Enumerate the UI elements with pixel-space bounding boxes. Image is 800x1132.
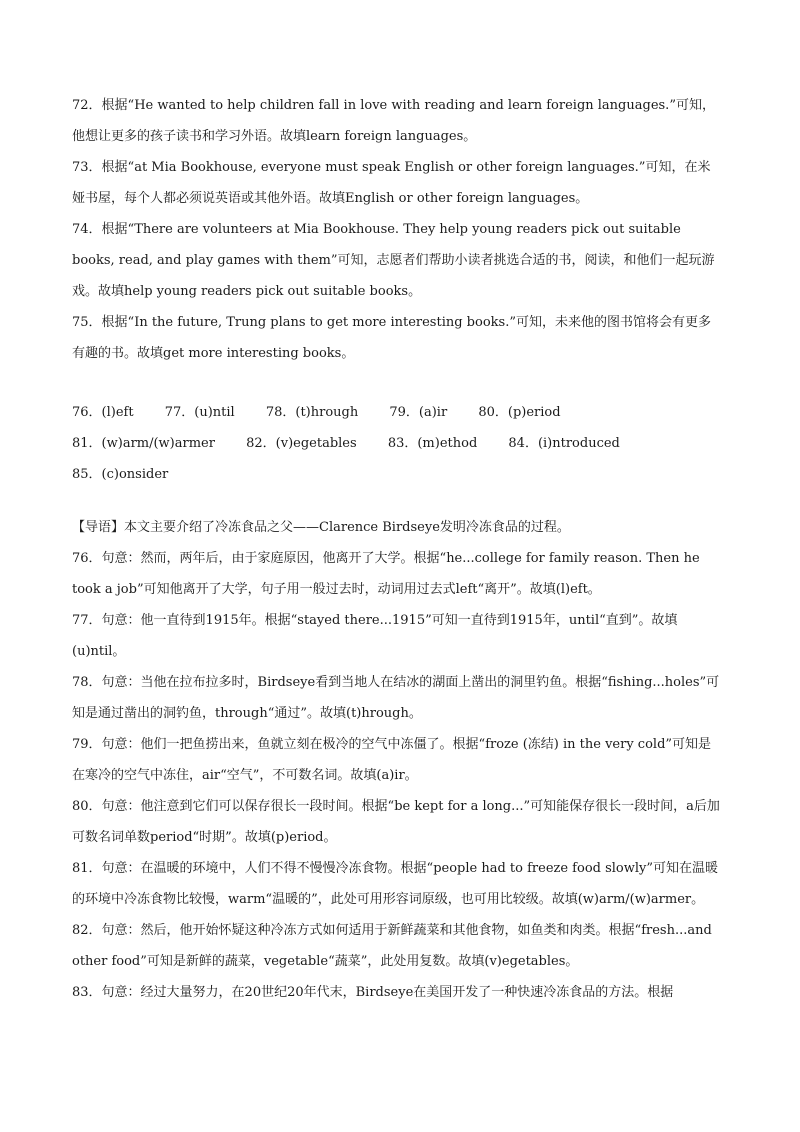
explanation-75: 75．根据“In the future, Trung plans to get more interesting books.”可知，未来他的图书馆将会有更多有趣的书。故填get more interesting books。	[72, 315, 711, 361]
answer-84: 84．(i)ntroduced	[508, 436, 620, 451]
explanation-81: 81．句意：在温暖的环境中，人们不得不慢慢冷冻食物。根据“people had to freeze food slowly”可知在温暖的环境中冷冻食物比较慢，warm“温暖的”，此处可用形容词原级，也可用比较级。故填(w)arm/(w)armer。	[72, 861, 719, 907]
answer-85: 85．(c)onsider	[72, 467, 169, 482]
explanation-80: 80．句意：他注意到它们可以保存很长一段时间。根据“be kept for a long...”可知能保存很长一段时间，a后加可数名词单数period“时期”。故填(p)eriod。	[72, 799, 720, 845]
answer-80: 80．(p)eriod	[478, 405, 561, 420]
explanation-74: 74．根据“There are volunteers at Mia Bookhouse. They help young readers pick out suitable books, read, and play games with them”可知，志愿者们帮助小读者挑选合适的书，阅读，和他们一起玩游戏。故填help young readers pick out suitable books。	[72, 222, 715, 299]
answer-82: 82．(v)egetables	[246, 436, 357, 451]
guide-intro: 【导语】本文主要介绍了冷冻食品之父——Clarence Birdseye发明冷冻食品的过程。	[72, 520, 570, 535]
answer-83: 83．(m)ethod	[387, 436, 478, 451]
explanation-77: 77．句意：他一直待到1915年。根据“stayed there...1915”可知一直待到1915年，until“直到”。故填(u)ntil。	[72, 613, 678, 659]
explanation-76: 76．句意：然而，两年后，由于家庭原因，他离开了大学。根据“he...college for family reason. Then he took a job”可知他离开了大学，句子用一般过去时，动词用过去式left“离开”。故填(l)eft。	[72, 551, 700, 597]
explanation-78: 78．句意：当他在拉布拉多时，Birdseye看到当地人在结冰的湖面上凿出的洞里钓鱼。根据“fishing...holes”可知是通过凿出的洞钓鱼，through“通过”。故填(t)hrough。	[72, 675, 720, 721]
explanation-79: 79．句意：他们一把鱼捞出来，鱼就立刻在极冷的空气中冻僵了。根据“froze (冻结) in the very cold”可知是在寒冷的空气中冻住，air“空气”，不可数名词。故填(a)ir。	[72, 737, 712, 783]
answer-document	[72, 90, 722, 1008]
answer-77: 77．(u)ntil	[164, 405, 235, 420]
explanation-82: 82．句意：然后，他开始怀疑这种冷冻方式如何适用于新鲜蔬菜和其他食物，如鱼类和肉类。根据“fresh...and other food”可知是新鲜的蔬菜，vegetable“蔬菜”，此处用复数。故填(v)egetables。	[72, 923, 712, 969]
answer-79: 79．(a)ir	[389, 405, 448, 420]
answer-78: 78．(t)hrough	[265, 405, 359, 420]
answer-81: 81．(w)arm/(w)armer	[72, 436, 215, 451]
answer-76: 76．(l)eft	[72, 405, 134, 420]
answer-key	[72, 397, 722, 490]
explanation-83: 83．句意：经过大量努力，在20世纪20年代末，Birdseye在美国开发了一种快速冷冻食品的方法。根据	[72, 985, 674, 1000]
explanation-73: 73．根据“at Mia Bookhouse, everyone must speak English or other foreign languages.”可知，在米娅书屋，每个人都必须说英语或其他外语。故填English or other foreign languages。	[72, 160, 711, 206]
explanation-72: 72．根据“He wanted to help children fall in love with reading and learn foreign languages.”可知，他想让更多的孩子读书和学习外语。故填learn foreign languages。	[72, 98, 715, 144]
